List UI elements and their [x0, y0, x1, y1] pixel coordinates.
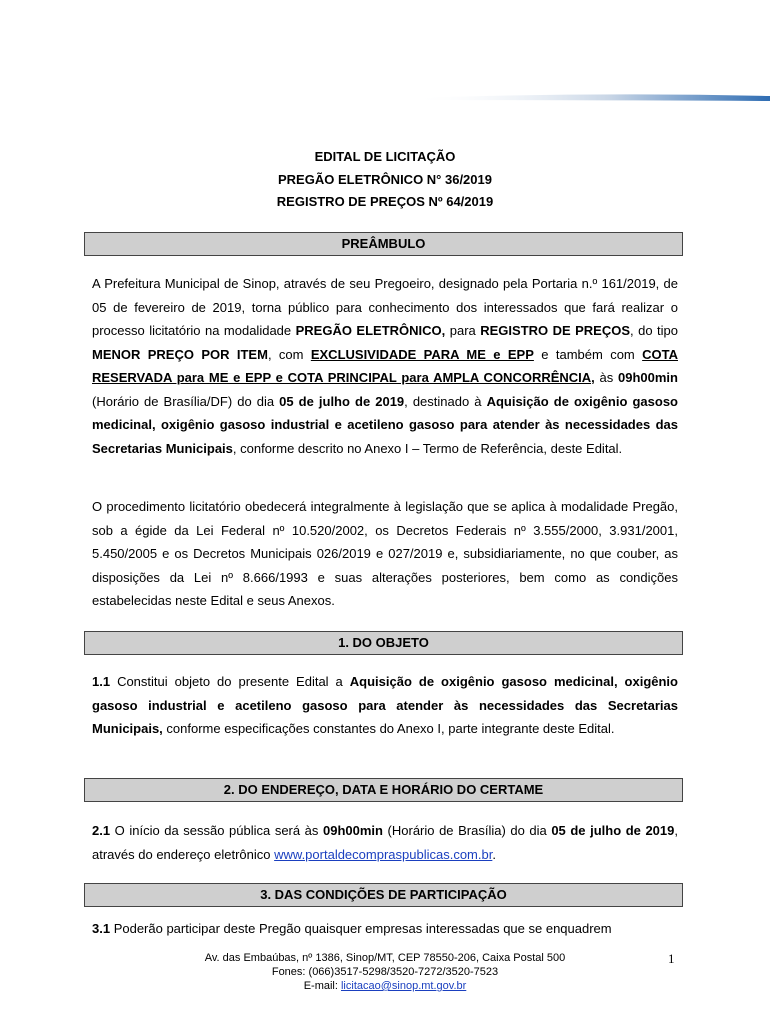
preambulo-paragraph-2: O procedimento licitatório obedecerá integralmente à legislação que se aplica à modalidade Pregão, sob a égide da Lei Federal nº 10.520/2002, os Decretos Federais nº 3.555/2000, 3.931/2001, 5.450/2005 e os Decretos Municipais 026/2019 e 027/2019 e, subsidiariamente, no que couber, as disposições da Lei nº 8.666/1993 e suas alterações posteriores, bem como as condições estabelecidas neste Edital e seus Anexos. [92, 499, 678, 608]
page-footer [0, 951, 770, 993]
section-1-1-paragraph: 1.1 Constitui objeto do presente Edital a Aquisição de oxigênio gasoso medicinal, oxigênio gasoso industrial e acetileno gasoso para atender às necessidades das Secretarias Municipais, conforme especificações constantes do Anexo I, parte integrante deste Edital. [92, 674, 678, 736]
portal-link[interactable]: www.portaldecompraspublicas.com.br [274, 846, 493, 862]
document-header [0, 146, 770, 214]
footer-phones: Fones: (066)3517-5298/3520-7272/3520-7523 [271, 966, 499, 978]
registro-number: REGISTRO DE PREÇOS Nº 64/2019 [276, 194, 494, 209]
footer-email-link[interactable]: licitacao@sinop.mt.gov.br [340, 980, 467, 992]
footer-email-line: E-mail: licitacao@sinop.mt.gov.br [303, 980, 467, 992]
pregao-number: PREGÃO ELETRÔNICO N° 36/2019 [278, 171, 492, 187]
preambulo-heading: PREÂMBULO [84, 232, 683, 256]
section-2-heading: 2. DO ENDEREÇO, DATA E HORÁRIO DO CERTAME [84, 778, 683, 802]
section-3-heading: 3. DAS CONDIÇÕES DE PARTICIPAÇÃO [84, 883, 683, 907]
page-number: 1 [668, 951, 675, 966]
edital-title: EDITAL DE LICITAÇÃO [314, 149, 456, 164]
preambulo-paragraph-1: A Prefeitura Municipal de Sinop, através de seu Pregoeiro, designado pela Portaria n.º 161/2019, de 05 de fevereiro de 2019, torna público para conhecimento dos interessados que fará realizar o processo licitatório na modalidade PREGÃO ELETRÔNICO, para REGISTRO DE PREÇOS, do tipo MENOR PREÇO POR ITEM, com EXCLUSIVIDADE PARA ME e EPP e também com COTA RESERVADA para ME e EPP e COTA PRINCIPAL para AMPLA CONCORRÊNCIA, às 09h00min (Horário de Brasília/DF) do dia 05 de julho de 2019, destinado à Aquisição de oxigênio gasoso medicinal, oxigênio gasoso industrial e acetileno gasoso para atender às necessidades das Secretarias Municipais, conforme descrito no Anexo I – Termo de Referência, deste Edital. [92, 276, 679, 456]
section-1-heading: 1. DO OBJETO [84, 631, 683, 655]
section-3-1-paragraph: 3.1 Poderão participar deste Pregão quaisquer empresas interessadas que se enquadrem [92, 921, 612, 936]
section-2-1-paragraph: 2.1 O início da sessão pública será às 09h00min (Horário de Brasília) do dia 05 de julho de 2019, através do endereço eletrônico www.portaldecompraspublicas.com.br. [92, 823, 678, 862]
footer-address: Av. das Embaúbas, nº 1386, Sinop/MT, CEP 78550-206, Caixa Postal 500 [204, 952, 566, 964]
header-swoosh-decoration [0, 0, 770, 140]
